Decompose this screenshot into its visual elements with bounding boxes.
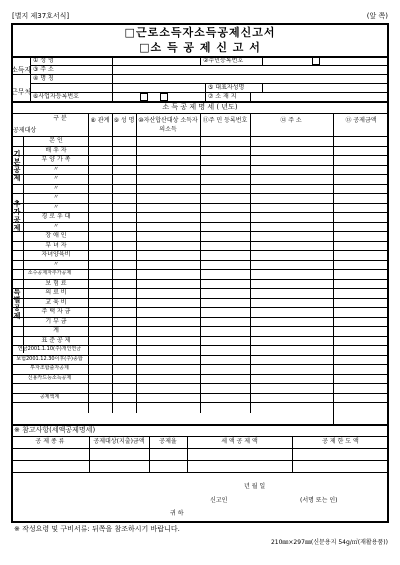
row-basic-4: 〃 xyxy=(52,175,59,182)
row-divider xyxy=(11,288,389,289)
row-divider xyxy=(11,241,389,242)
page-side: (앞 쪽) xyxy=(366,12,388,20)
row-basic-0: 본 인 xyxy=(49,137,63,144)
row-pension-2: 보험2001.12.30이후(주)종합 xyxy=(16,355,83,362)
row-special-2: 교 육 비 xyxy=(45,298,67,306)
row-divider xyxy=(11,298,389,299)
applicant-label: 신고인 xyxy=(210,497,228,504)
row-special-0: 보 험 료 xyxy=(45,279,67,287)
row-additional-2: 장 애 인 xyxy=(45,232,67,239)
col-deduction: ⑬ 공제금액 xyxy=(345,117,377,124)
name-label: ① 성 명 xyxy=(33,57,54,64)
ref-col-credit: 세 액 공 제 액 xyxy=(221,438,258,445)
section-additional: 추가공제 xyxy=(13,200,21,233)
representative-label: ⑤ 대표자성명 xyxy=(208,84,245,91)
row-divider xyxy=(11,165,389,166)
row-divider xyxy=(11,231,389,232)
row-additional-3: 부 녀 자 xyxy=(45,241,67,249)
row-small-deduction: 소수공제자추가공제 xyxy=(27,270,72,276)
row-basic-1: 배 우 자 xyxy=(45,146,67,154)
workplace-name-label: ④ 명 칭 xyxy=(33,75,54,82)
footer-note: ※ 작성요령 및 구비서류: 뒤쪽을 참조하시기 바랍니다. xyxy=(14,525,180,533)
row-divider xyxy=(11,174,389,175)
row-special-3: 주 택 자 금 xyxy=(41,308,71,315)
row-divider xyxy=(11,317,389,318)
row-divider xyxy=(11,193,389,194)
section-special: 특별공제 xyxy=(13,288,21,321)
row-divider xyxy=(11,279,389,280)
bizno-label: ⑥사업자등록번호 xyxy=(33,93,79,100)
ref-col-kind: 공 제 종 류 xyxy=(35,438,65,445)
row-additional-4: 자녀양육비 xyxy=(41,251,71,258)
row-additional-0: 경 로 우 대 xyxy=(41,213,71,220)
col-gubun: 구 분 xyxy=(53,115,67,122)
address-label: ③ 주 소 xyxy=(33,66,54,73)
col-rrn: ⑪주 민 등록번호 xyxy=(202,117,248,124)
row-divider xyxy=(11,326,389,327)
paper-spec: 210㎜×297㎜(신문용지 54g/㎡(재활용품)) xyxy=(270,539,388,546)
signature-label: (서명 또는 인) xyxy=(300,497,338,504)
taxpayer-label: 소득자 xyxy=(11,66,32,74)
col-target: 공제대상 xyxy=(13,127,37,134)
form-title-1: □근로소득자소득공제신고서 xyxy=(124,26,276,39)
row-divider xyxy=(11,402,389,403)
row-basic-5: 〃 xyxy=(52,184,59,192)
recipient-label: 귀 하 xyxy=(170,510,184,517)
form-title-2: □소 득 공 제 신 고 서 xyxy=(139,41,261,54)
form-number: [별지 제37호서식] xyxy=(12,12,70,20)
ref-col-rate: 공제율 xyxy=(159,438,177,445)
col-address: ⑫ 주 소 xyxy=(280,117,302,124)
row-total: 공제액계 xyxy=(39,393,60,400)
col-relation: ⑧ 관계 xyxy=(90,117,110,124)
sign-date: 년 월 일 xyxy=(244,483,266,490)
row-basic-2: 부 양 가 족 xyxy=(41,156,71,163)
row-divider xyxy=(11,203,389,204)
row-basic-7: 〃 xyxy=(52,203,59,211)
detail-title: 소 득 공 제 명 세 ( 년도) xyxy=(162,103,238,111)
section-basic: 기본공제 xyxy=(13,150,21,183)
row-special-5: 계 xyxy=(53,327,59,334)
bizno-box-1[interactable] xyxy=(140,93,148,101)
ref-col-limit: 공 제 한 도 액 xyxy=(322,438,359,445)
row-divider xyxy=(11,260,389,261)
bizno-box-2[interactable] xyxy=(160,93,168,101)
row-invest: 투자조합출자공제 xyxy=(30,365,69,371)
row-divider xyxy=(11,146,389,147)
rrn-label: ②주민등록번호 xyxy=(203,57,244,64)
location-label: ⑦ 소 재 지 xyxy=(208,93,237,100)
col-name: ⑨ 성 명 xyxy=(113,117,135,124)
workplace-label: 근무처 xyxy=(11,88,32,96)
row-standard: 표 준 공 제 xyxy=(41,336,71,344)
row-divider xyxy=(11,222,389,223)
row-divider xyxy=(11,393,389,394)
row-basic-6: 〃 xyxy=(52,194,59,201)
row-pension-1: 연금2001.1.10(주)개인연금 xyxy=(17,346,82,352)
reference-title: ※ 참고사항(세액공제명세) xyxy=(14,426,96,434)
row-additional-5: 〃 xyxy=(52,260,59,268)
row-divider xyxy=(11,184,389,185)
row-special-4: 기 부 금 xyxy=(45,317,67,325)
col-income: ⑩자산합산대상 소득자의소득 xyxy=(138,117,198,133)
row-additional-1: 〃 xyxy=(52,222,59,230)
row-divider xyxy=(11,383,389,384)
ref-col-amount: 공제대상(지출)금액 xyxy=(93,438,145,445)
row-special-1: 의 료 비 xyxy=(45,289,67,296)
row-basic-3: 〃 xyxy=(52,165,59,173)
rrn-dash-box[interactable] xyxy=(312,57,320,65)
row-card: 신용카드등소득공제 xyxy=(27,374,72,381)
